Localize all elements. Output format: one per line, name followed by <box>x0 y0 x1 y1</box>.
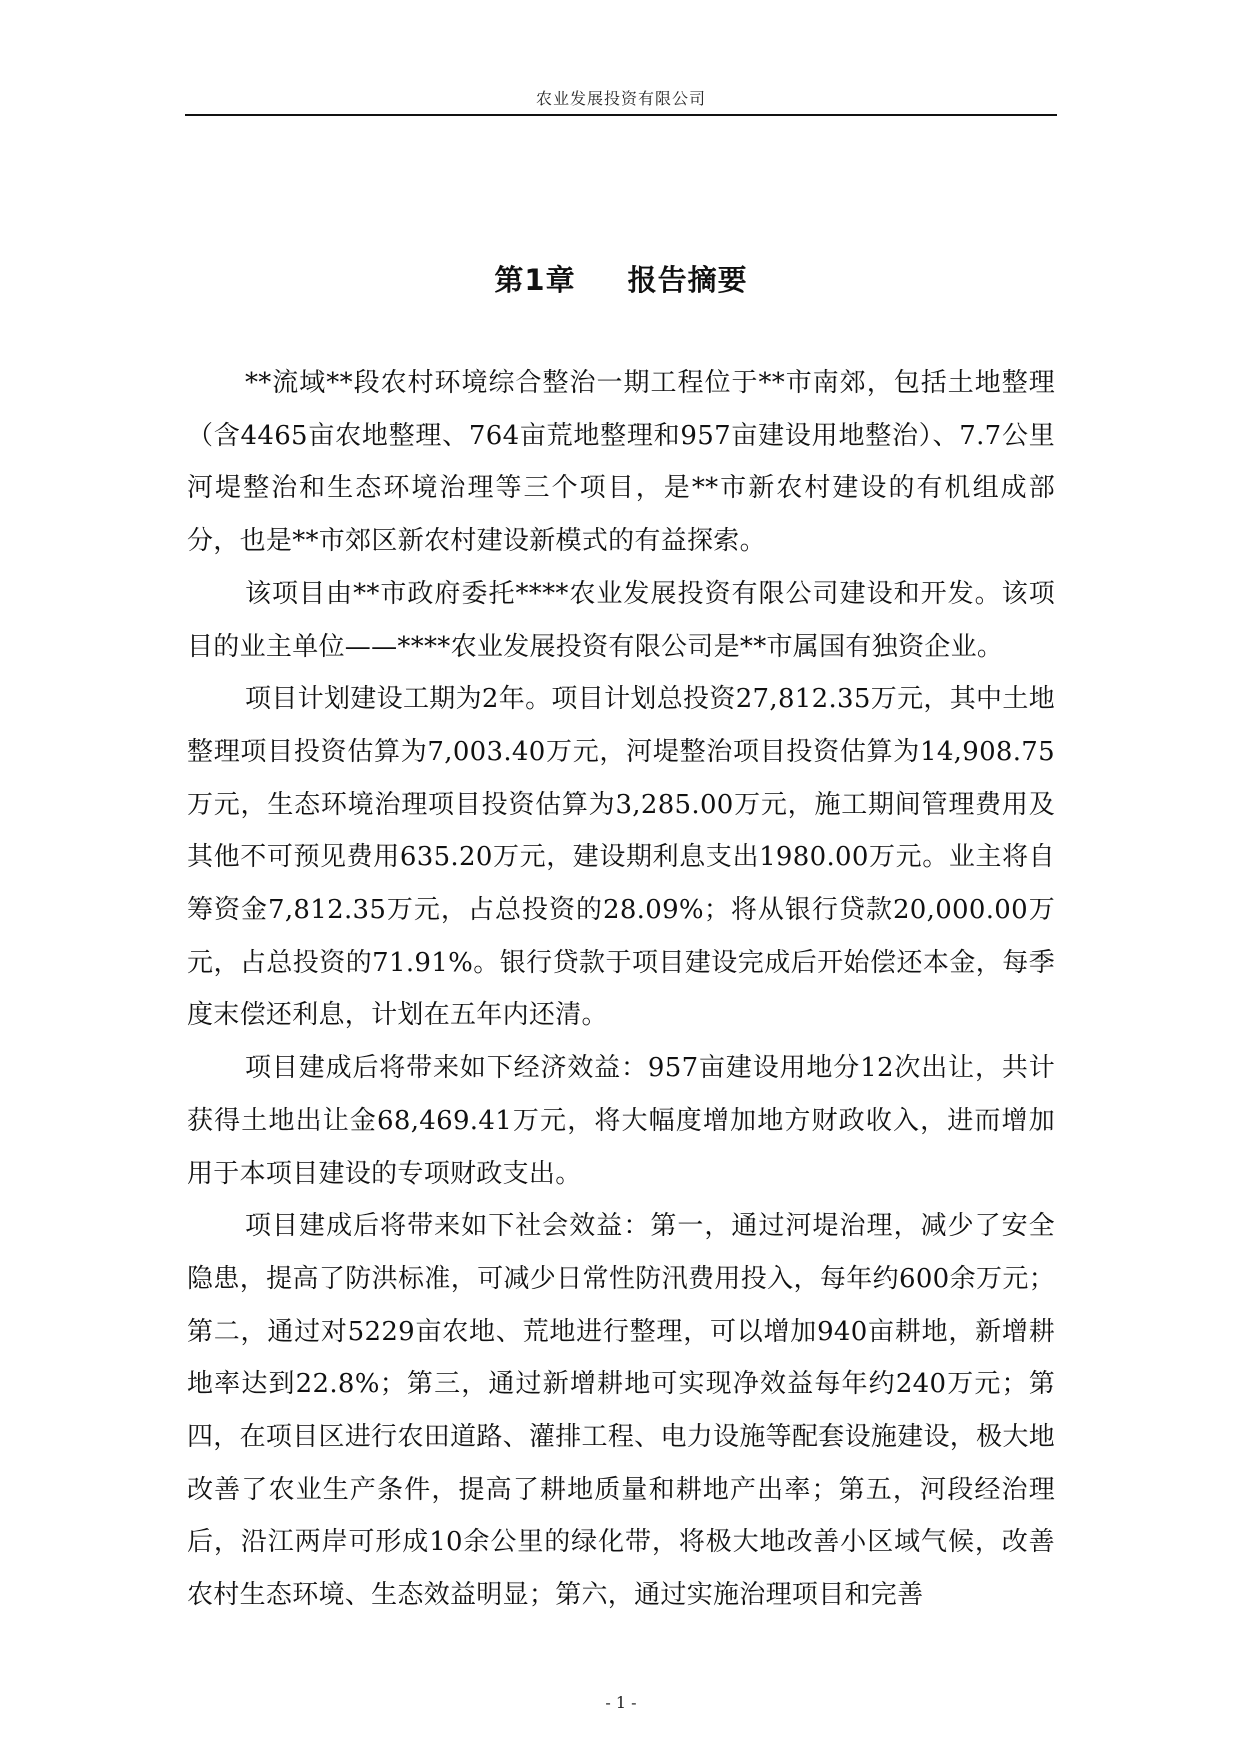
paragraph-economic-benefits: 项目建成后将带来如下经济效益：957亩建设用地分12次出让，共计获得土地出让金68,469.41万元，将大幅度增加地方财政收入，进而增加用于本项目建设的专项财政支出。 <box>187 1053 1055 1189</box>
paragraph-investment: 项目计划建设工期为2年。项目计划总投资27,812.35万元，其中土地整理项目投资估算为7,003.40万元，河堤整治项目投资估算为14,908.75万元，生态环境治理项目投资估算为3,285.00万元，施工期间管理费用及其他不可预见费用635.20万元，建设期利息支出1980.00万元。业主将自筹资金7,812.35万元，占总投资的28.09%；将从银行贷款20,000.00万元，占总投资的71.91%。银行贷款于项目建设完成后开始偿还本金，每季度末偿还利息，计划在五年内还清。 <box>187 684 1055 1031</box>
header-divider <box>185 114 1057 116</box>
paragraph-project-overview: **流域**段农村环境综合整治一期工程位于**市南郊，包括土地整理（含4465亩农地整理、764亩荒地整理和957亩建设用地整治）、7.7公里河堤整治和生态环境治理等三个项目，是**市新农村建设的有机组成部分，也是**市郊区新农村建设新模式的有益探索。 <box>187 368 1055 557</box>
chapter-title: 报告摘要 <box>627 263 748 297</box>
paragraph-social-benefits: 项目建成后将带来如下社会效益：第一，通过河堤治理，减少了安全隐患，提高了防洪标准，可减少日常性防汛费用投入，每年约600余万元；第二，通过对5229亩农地、荒地进行整理，可以增加940亩耕地，新增耕地率达到22.8%；第三，通过新增耕地可实现净效益每年约240万元；第四，在项目区进行农田道路、灌排工程、电力设施等配套设施建设，极大地改善了农业生产条件，提高了耕地质量和耕地产出率；第五，河段经治理后，沿江两岸可形成10余公里的绿化带，将极大地改善小区域气候，改善农村生态环境、生态效益明显；第六，通过实施治理项目和完善 <box>187 1211 1055 1611</box>
page-header-company: 农业发展投资有限公司 <box>535 89 706 108</box>
paragraph-project-owner: 该项目由**市政府委托****农业发展投资有限公司建设和开发。该项目的业主单位——****农业发展投资有限公司是**市属国有独资企业。 <box>187 578 1055 662</box>
page-number: - 1 - <box>605 1693 637 1712</box>
body-text <box>187 357 1055 1622</box>
chapter-number: 第1章 <box>494 263 576 297</box>
chapter-heading <box>185 258 1057 299</box>
